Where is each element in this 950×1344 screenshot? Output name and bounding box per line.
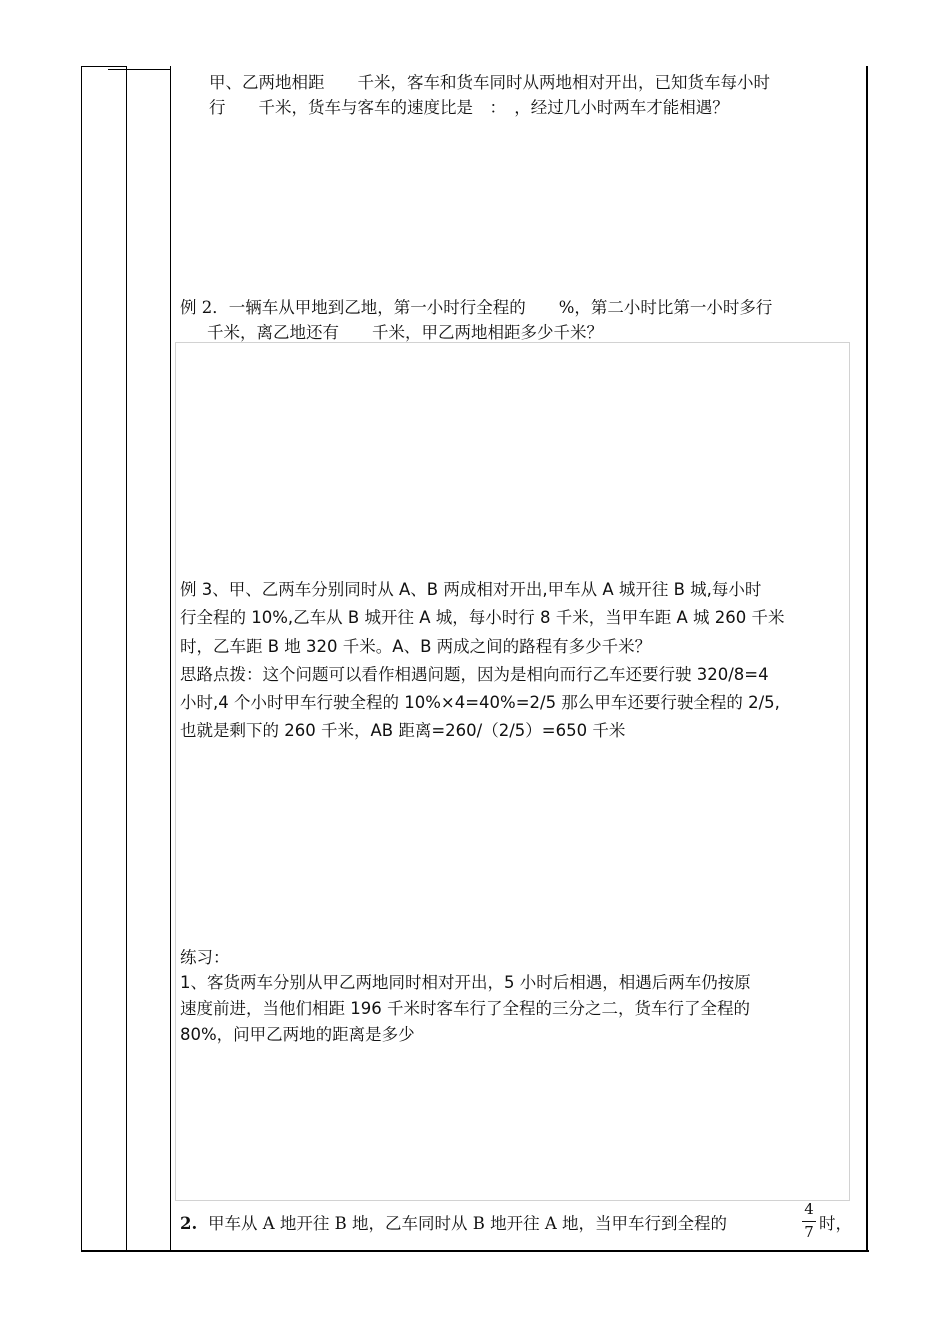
table-column-divider-1 — [126, 66, 127, 1251]
example3-hint-line3: 也就是剩下的 260 千米，AB 距离=260/（2/5）=650 千米 — [180, 721, 626, 740]
practice-q2-number: 2. — [180, 1214, 198, 1233]
table-border-bottom — [81, 1250, 869, 1252]
practice-q2-fraction-bar — [802, 1221, 816, 1222]
practice-q2-fraction-numerator: 4 — [804, 1200, 814, 1218]
example3-line2: 行全程的 10%,乙车从 B 城开往 A 城，每小时行 8 千米，当甲车距 A 城 260 千米 — [180, 608, 785, 627]
practice-q2-text: 甲车从 A 地开往 B 地，乙车同时从 B 地开往 A 地，当甲车行到全程的 — [208, 1214, 728, 1233]
example3-hint-line1: 思路点拨：这个问题可以看作相遇问题，因为是相向而行乙车还要行驶 320/8=4 — [180, 665, 769, 684]
problem1-line1: 甲、乙两地相距 千米，客车和货车同时从两地相对开出，已知货车每小时 — [209, 73, 770, 92]
practice-heading: 练习： — [180, 948, 230, 967]
table-border-right — [866, 66, 868, 1251]
practice-q1-line3: 80%，问甲乙两地的距离是多少 — [180, 1025, 415, 1044]
table-border-left — [81, 66, 82, 1251]
example3-line1: 例 3、甲、乙两车分别同时从 A、B 两成相对开出,甲车从 A 城开往 B 城,每小时 — [180, 580, 762, 599]
answer-area-box — [175, 342, 850, 1201]
example3-hint-line2: 小时,4 个小时甲车行驶全程的 10%×4=40%=2/5 那么甲车还要行驶全程的 2/5, — [180, 693, 780, 712]
example2-line2: 千米，离乙地还有 千米，甲乙两地相距多少千米？ — [207, 323, 603, 342]
table-border-top-tick — [108, 69, 170, 70]
practice-q2-tail: 时， — [819, 1214, 852, 1233]
example3-line3: 时，乙车距 B 地 320 千米。A、B 两成之间的路程有多少千米？ — [180, 637, 652, 656]
table-column-divider-2 — [170, 66, 171, 1251]
practice-q1-line1: 1、客货两车分别从甲乙两地同时相对开出，5 小时后相遇，相遇后两车仍按原 — [180, 973, 751, 992]
table-border-top — [81, 66, 127, 67]
practice-q2-fraction-denominator: 7 — [804, 1223, 814, 1241]
problem1-line2: 行 千米，货车与客车的速度比是 ： ，经过几小时两车才能相遇？ — [209, 98, 729, 117]
practice-q1-line2: 速度前进，当他们相距 196 千米时客车行了全程的三分之二，货车行了全程的 — [180, 999, 750, 1018]
example2-line1: 例 2．一辆车从甲地到乙地，第一小时行全程的 %，第二小时比第一小时多行 — [180, 298, 773, 317]
